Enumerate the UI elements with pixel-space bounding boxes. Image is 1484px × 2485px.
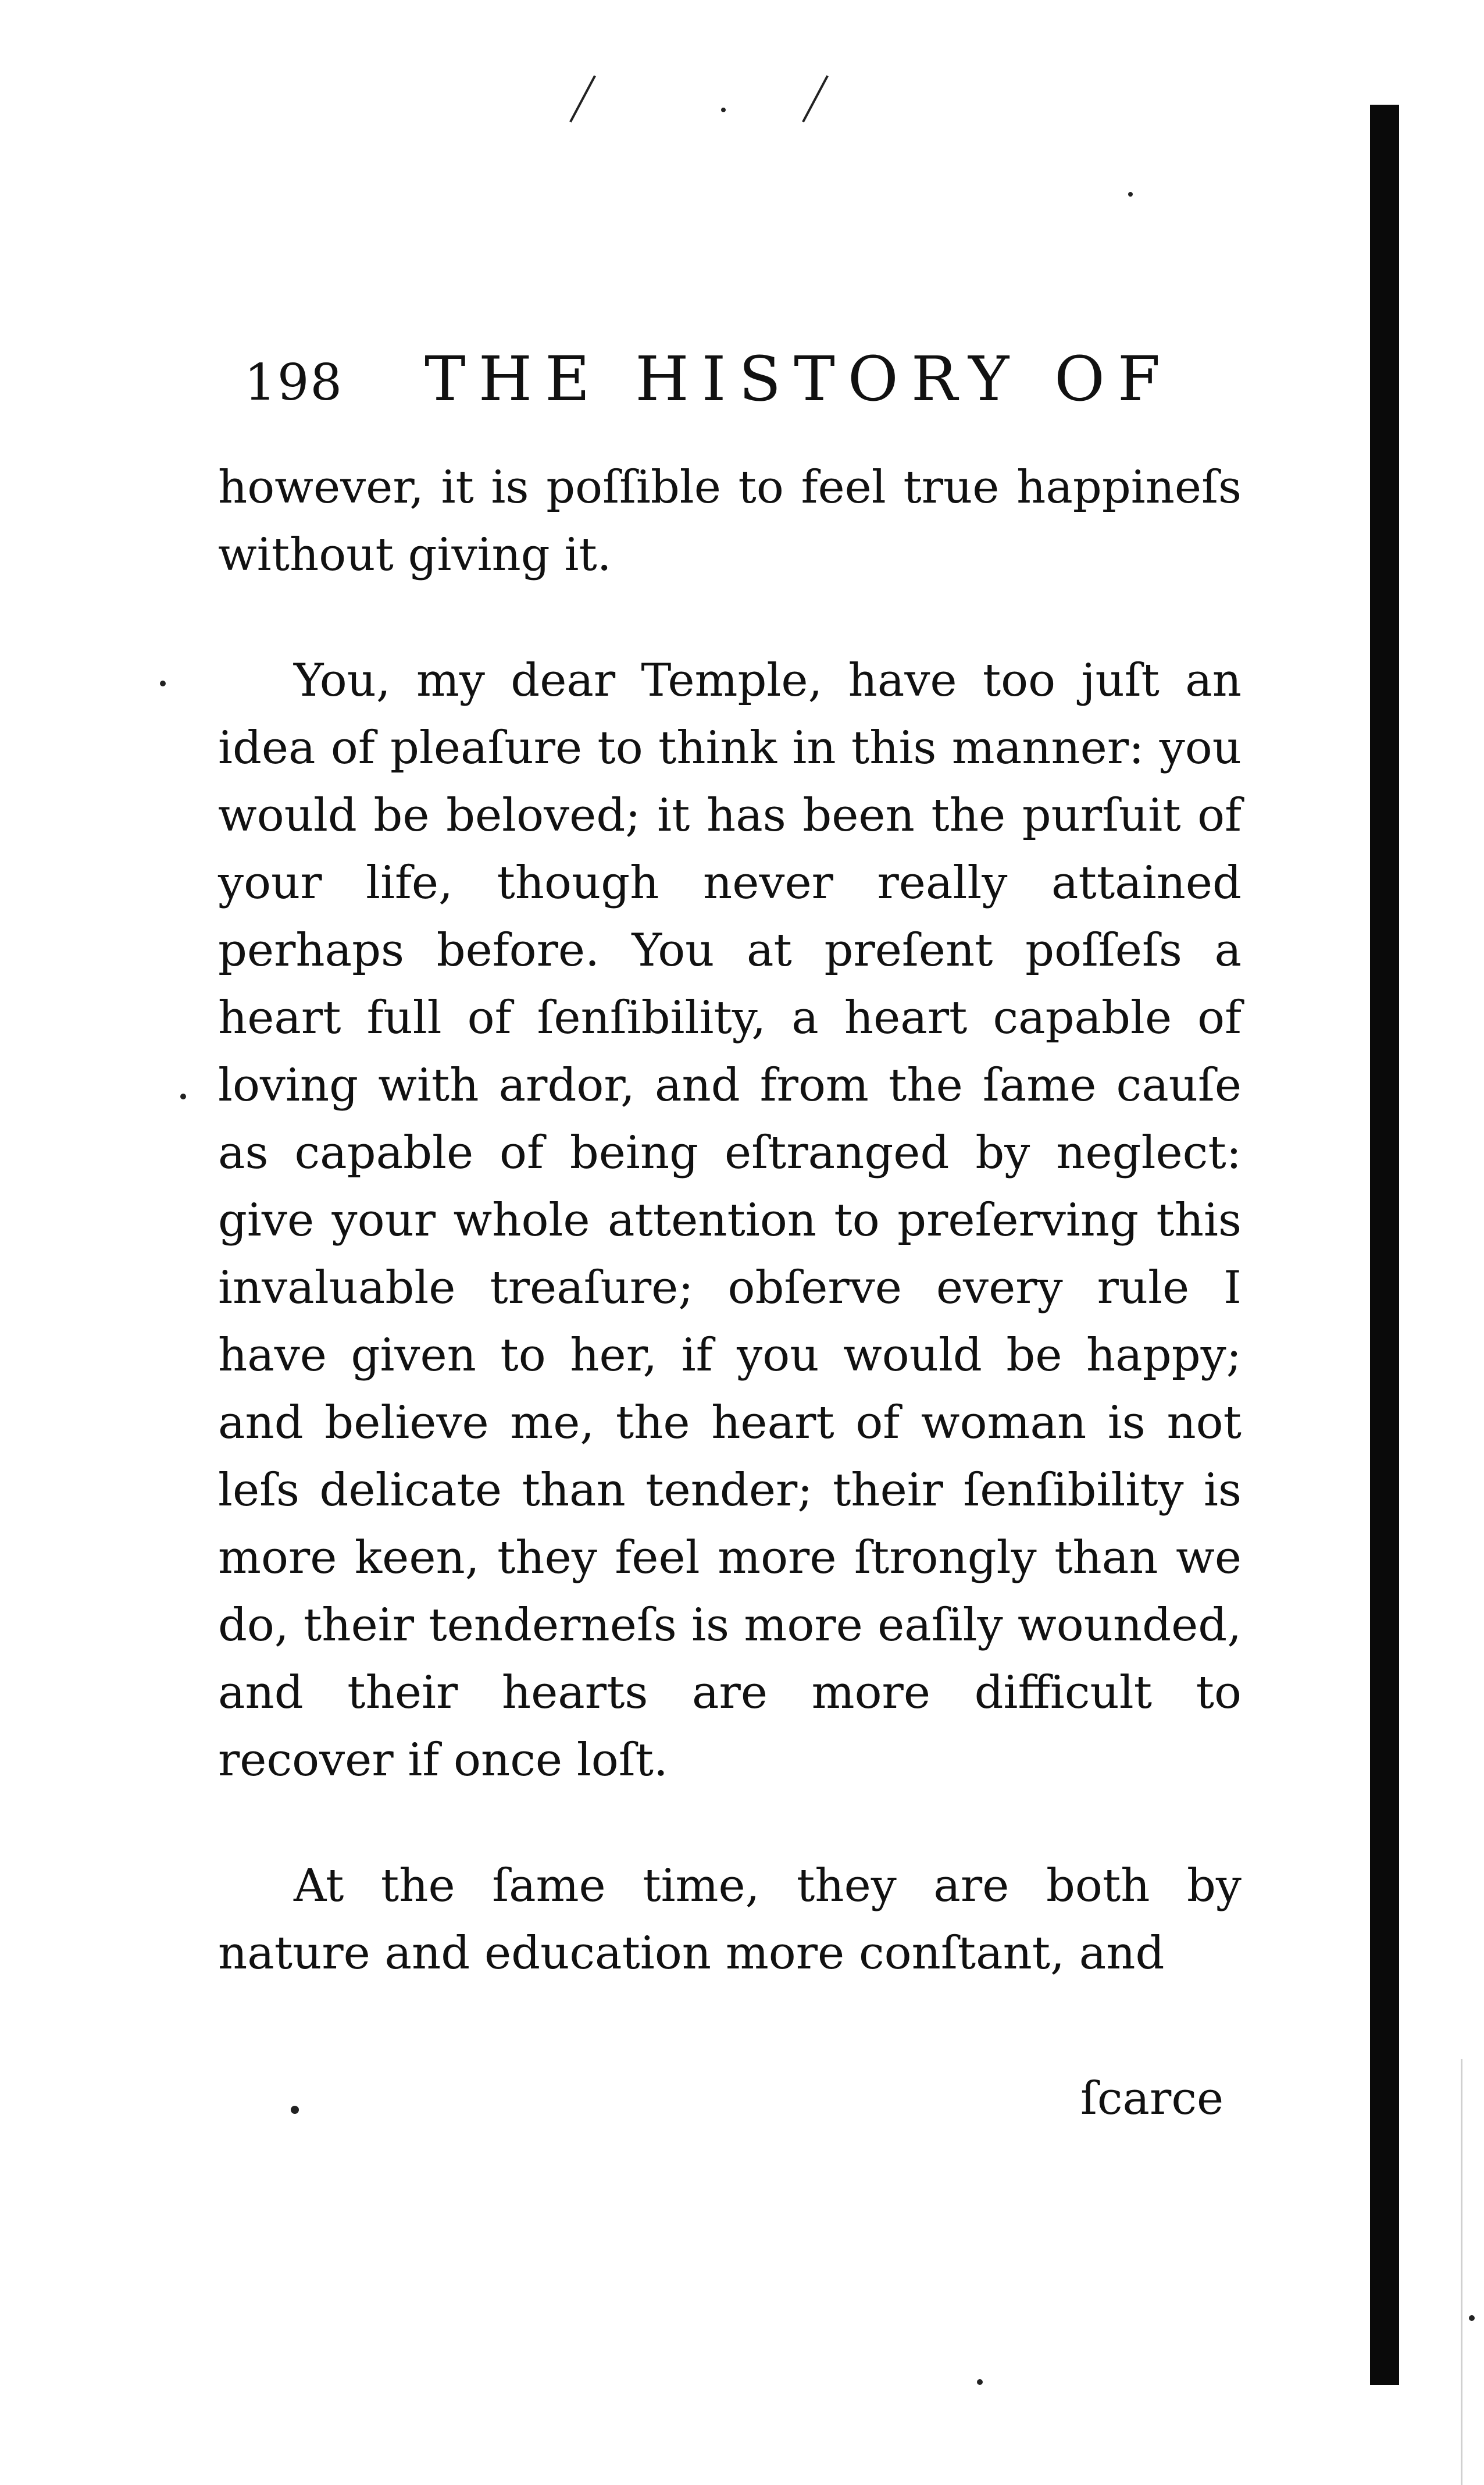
scan-speck [1469, 2315, 1475, 2321]
paragraph: You, my dear Temple, have too juſt an idea of pleaſure to think in this manner: you would be beloved; it has been the purſuit of your life, though never really attained perhaps before. You at preſent poſſeſs a heart full of ſenſibility, a heart capable of loving with ardor, and from the ſame cauſe as capable of being eſtranged by neglect: give your whole attention to preſerving this invaluable treaſure; obſerve every rule I have given to her, if you would be happy; and believe me, the heart of woman is not leſs delicate than tender; their ſenſibility is more keen, they feel more ſtrongly than we do, their tenderneſs is more eaſily wounded, and their hearts are more difficult to recover if once loſt. [218, 654, 1242, 1786]
body-text [218, 454, 1242, 1987]
scan-speck [1128, 192, 1133, 197]
catchword: ſcarce [1080, 2073, 1224, 2125]
page-edge-shadow [1370, 105, 1399, 2385]
scan-speck [977, 2379, 983, 2385]
scan-mark [802, 75, 829, 122]
page-edge-line [1461, 2059, 1462, 2485]
scan-speck [180, 1094, 186, 1099]
page-header [244, 343, 1210, 419]
scan-speck [160, 681, 166, 686]
paragraph-continued: however, it is poſſible to feel true happineſs without giving it. [218, 461, 1242, 581]
scan-speck [291, 2106, 299, 2114]
page-number: 198 [244, 354, 344, 412]
scan-mark [569, 75, 596, 122]
paragraph: At the ſame time, they are both by nature and education more conſtant, and [218, 1860, 1242, 1980]
running-head: THE HISTORY OF [424, 343, 1173, 415]
scan-speck [721, 108, 726, 112]
